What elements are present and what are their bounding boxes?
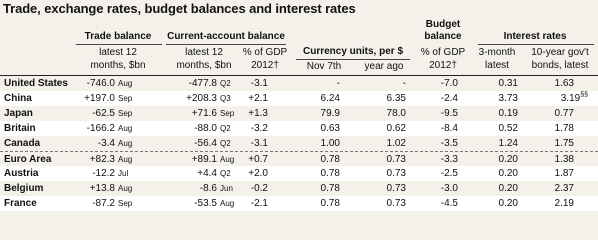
trade-balance-header: Trade balance bbox=[84, 31, 152, 42]
fx-nov7: 0.78 bbox=[320, 168, 340, 179]
trade-value: -62.5 Sep bbox=[92, 108, 133, 119]
trade-value: -87.2 Sep bbox=[92, 198, 133, 209]
trade-header-rule bbox=[76, 44, 162, 45]
table-title: Trade, exchange rates, budget balances and interest rates bbox=[3, 1, 356, 16]
budget-header-line1: Budget bbox=[425, 19, 461, 30]
fx-year-ago: 0.62 bbox=[386, 123, 406, 134]
budget-balance: -3.5 bbox=[440, 138, 458, 149]
trade-value: -3.4 Aug bbox=[97, 138, 133, 149]
trade-value: +82.3 Aug bbox=[89, 154, 133, 165]
currency-header-rule bbox=[296, 59, 410, 60]
current-account-value: +208.3 Q3 bbox=[186, 93, 231, 104]
current-account-header: Current-account balance bbox=[167, 31, 285, 42]
current-account-gdp: -0.2 bbox=[250, 183, 268, 194]
interest-sub4: bonds, latest bbox=[531, 60, 589, 71]
short-rate: 0.19 bbox=[498, 108, 518, 119]
bond-yield: 2.19 bbox=[554, 198, 574, 209]
table-row bbox=[0, 181, 598, 196]
fx-nov7: 0.78 bbox=[320, 198, 340, 209]
bond-yield: 1.63 bbox=[554, 78, 574, 89]
short-rate: 0.20 bbox=[498, 183, 518, 194]
current-account-value: +89.1 Aug bbox=[191, 154, 235, 165]
table-row bbox=[0, 91, 598, 106]
short-rate: 3.73 bbox=[498, 93, 518, 104]
budget-balance: -9.5 bbox=[440, 108, 458, 119]
budget-sub2: 2012† bbox=[429, 60, 457, 71]
fx-nov7: 0.78 bbox=[320, 154, 340, 165]
country-name: United States bbox=[4, 78, 68, 89]
fx-year-ago: 78.0 bbox=[386, 108, 406, 119]
current-account-value: +71.6 Sep bbox=[191, 108, 235, 119]
bond-yield: 3.19§§ bbox=[560, 91, 588, 104]
table-row bbox=[0, 76, 598, 91]
current-account-value: -477.8 Q2 bbox=[188, 78, 231, 89]
trade-value: +13.8 Aug bbox=[89, 183, 133, 194]
bond-yield: 0.77 bbox=[554, 108, 574, 119]
current-sub3: % of GDP bbox=[242, 47, 288, 58]
budget-balance: -2.4 bbox=[440, 93, 458, 104]
budget-balance: -7.0 bbox=[440, 78, 458, 89]
short-rate: 0.20 bbox=[498, 154, 518, 165]
country-name: Belgium bbox=[4, 183, 44, 194]
budget-sub1: % of GDP bbox=[420, 47, 466, 58]
current-sub1: latest 12 bbox=[185, 47, 223, 58]
short-rate: 1.24 bbox=[498, 138, 518, 149]
country-name: Canada bbox=[4, 138, 41, 149]
fx-year-ago: 1.02 bbox=[386, 138, 406, 149]
budget-balance: -8.4 bbox=[440, 123, 458, 134]
budget-header-line2: balance bbox=[424, 31, 462, 42]
short-rate: 0.20 bbox=[498, 168, 518, 179]
currency-sub2: year ago bbox=[364, 61, 404, 72]
short-rate: 0.31 bbox=[498, 78, 518, 89]
current-account-gdp: -3.2 bbox=[250, 123, 268, 134]
interest-header-rule bbox=[478, 44, 594, 45]
table-row bbox=[0, 121, 598, 136]
current-sub4: 2012† bbox=[251, 60, 279, 71]
country-name: France bbox=[4, 198, 37, 209]
fx-nov7: 0.78 bbox=[320, 183, 340, 194]
budget-balance: -3.0 bbox=[440, 183, 458, 194]
bond-yield: 1.38 bbox=[554, 154, 574, 165]
short-rate: 0.52 bbox=[498, 123, 518, 134]
table-row bbox=[0, 166, 598, 181]
fx-nov7: 6.24 bbox=[320, 93, 340, 104]
bond-yield: 1.78 bbox=[554, 123, 574, 134]
current-account-value: -88.0 Q2 bbox=[194, 123, 231, 134]
country-name: China bbox=[4, 93, 32, 104]
trade-sub1: latest 12 bbox=[99, 47, 137, 58]
trade-value: -746.0 Aug bbox=[86, 78, 133, 89]
country-name: Euro Area bbox=[4, 154, 52, 165]
short-rate: 0.20 bbox=[498, 198, 518, 209]
table-row bbox=[0, 106, 598, 121]
trade-sub2: months, $bn bbox=[90, 60, 146, 71]
country-name: Britain bbox=[4, 123, 36, 134]
current-account-gdp: +2.1 bbox=[248, 93, 268, 104]
trade-value: -12.2 Jul bbox=[92, 168, 129, 179]
current-sub2: months, $bn bbox=[176, 60, 232, 71]
current-header-rule bbox=[166, 44, 286, 45]
trade-value: +197.0 Sep bbox=[84, 93, 133, 104]
table-row bbox=[0, 152, 598, 167]
fx-nov7: 79.9 bbox=[320, 108, 340, 119]
table-row bbox=[0, 196, 598, 211]
table-row bbox=[0, 136, 598, 151]
current-account-value: -53.5 Aug bbox=[194, 198, 235, 209]
current-account-value: -8.6 Jun bbox=[199, 183, 233, 194]
country-name: Japan bbox=[4, 108, 33, 119]
current-account-gdp: -3.1 bbox=[250, 138, 268, 149]
budget-balance: -3.3 bbox=[440, 154, 458, 165]
fx-year-ago: 0.73 bbox=[386, 198, 406, 209]
current-account-value: -56.4 Q2 bbox=[194, 138, 231, 149]
currency-header: Currency units, per $ bbox=[302, 46, 404, 57]
current-account-gdp: -2.1 bbox=[250, 198, 268, 209]
current-account-gdp: +2.0 bbox=[248, 168, 268, 179]
bond-yield: 1.75 bbox=[554, 138, 574, 149]
current-account-gdp: +0.7 bbox=[248, 154, 268, 165]
fx-year-ago: 0.73 bbox=[386, 168, 406, 179]
budget-balance: -2.5 bbox=[440, 168, 458, 179]
fx-nov7: 1.00 bbox=[320, 138, 340, 149]
fx-nov7: 0.63 bbox=[320, 123, 340, 134]
bond-yield: 1.87 bbox=[554, 168, 574, 179]
fx-year-ago: 6.35 bbox=[386, 93, 406, 104]
current-account-gdp: +1.3 bbox=[248, 108, 268, 119]
interest-sub2: latest bbox=[485, 60, 509, 71]
budget-balance: -4.5 bbox=[440, 198, 458, 209]
interest-sub3: 10-year gov't bbox=[531, 47, 589, 58]
current-account-value: +4.4 Q2 bbox=[197, 168, 231, 179]
country-name: Austria bbox=[4, 168, 39, 179]
fx-year-ago: 0.73 bbox=[386, 154, 406, 165]
bond-yield: 2.37 bbox=[554, 183, 574, 194]
currency-sub1: Nov 7th bbox=[306, 61, 342, 72]
current-account-gdp: -3.1 bbox=[250, 78, 268, 89]
trade-value: -166.2 Aug bbox=[86, 123, 133, 134]
fx-year-ago: - bbox=[402, 78, 406, 89]
interest-sub1: 3-month bbox=[478, 47, 516, 58]
fx-nov7: - bbox=[336, 78, 340, 89]
fx-year-ago: 0.73 bbox=[386, 183, 406, 194]
interest-header: Interest rates bbox=[503, 31, 567, 42]
